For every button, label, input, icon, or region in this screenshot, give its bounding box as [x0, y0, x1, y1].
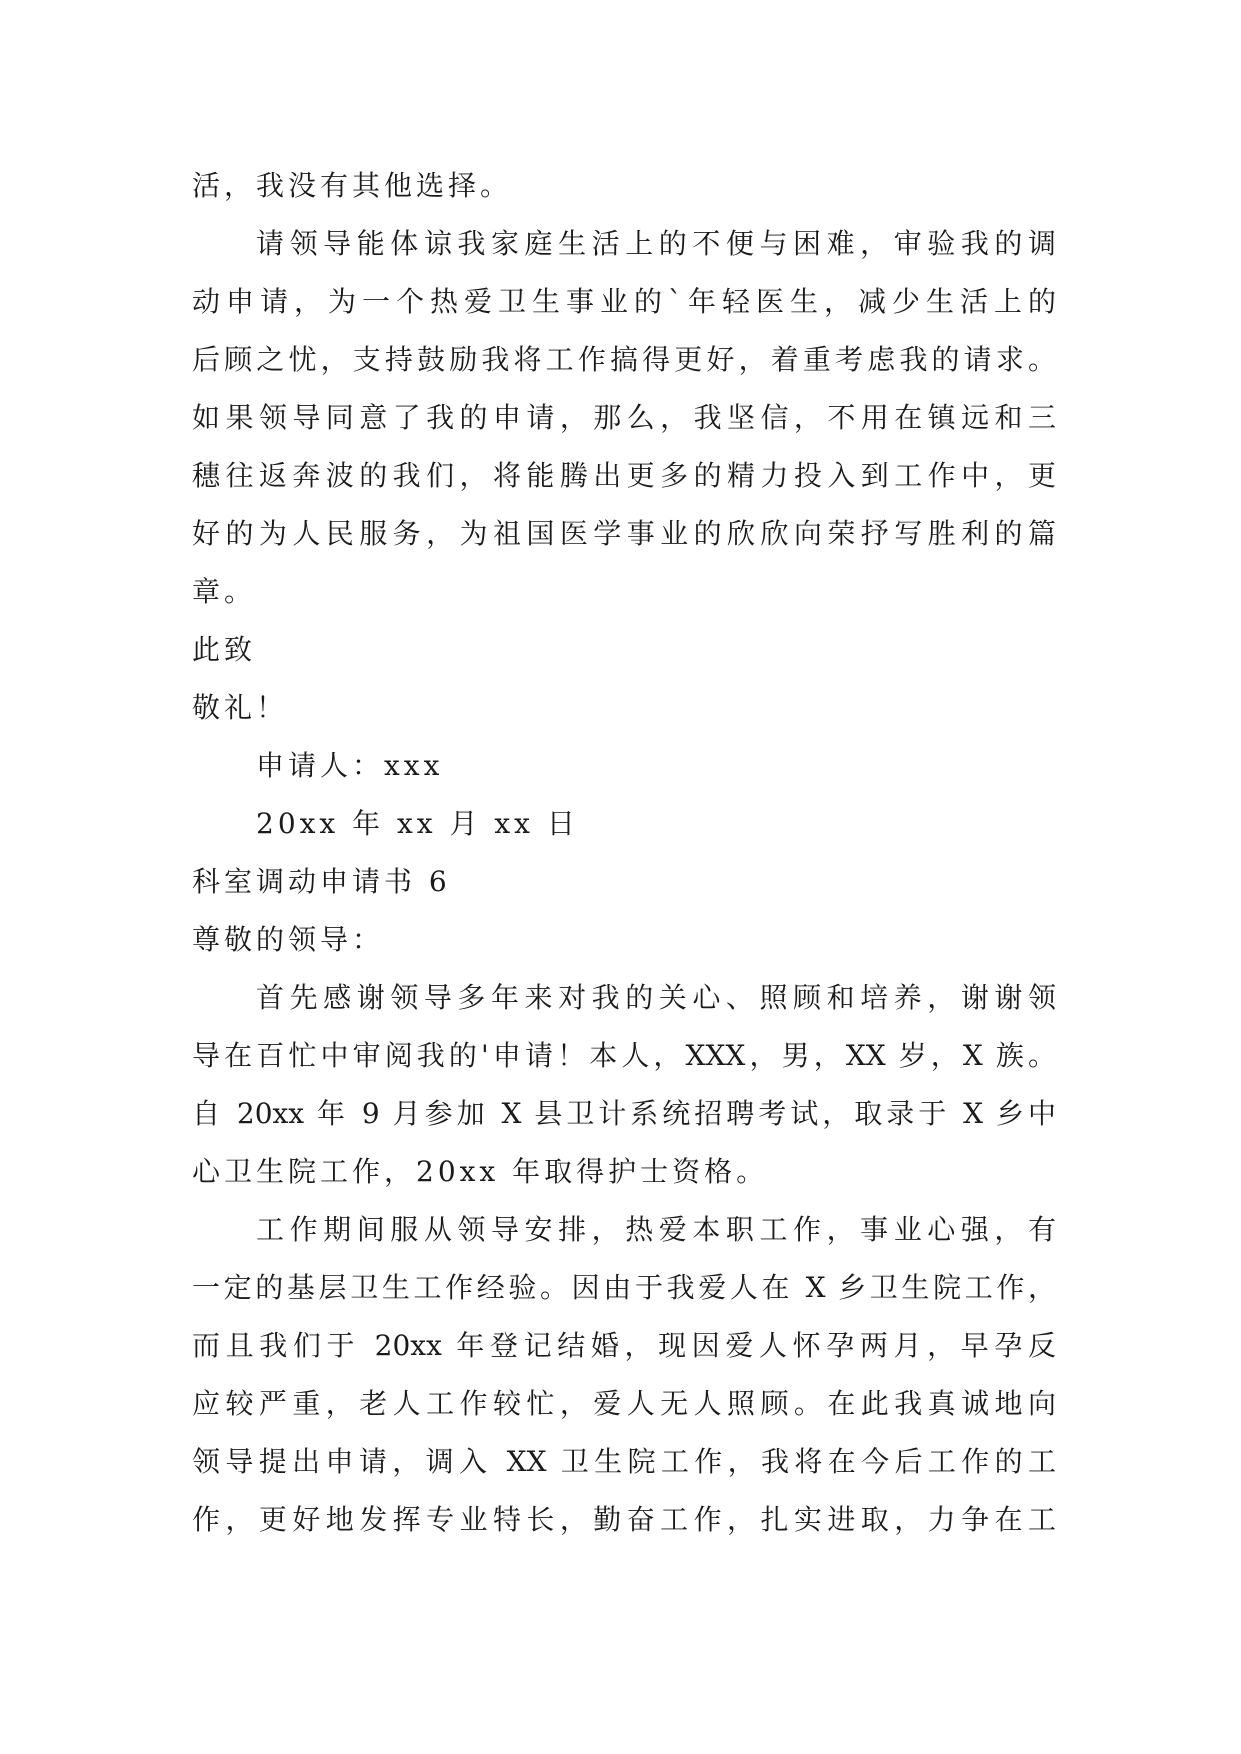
text-line: 领导提出申请，调入 XX 卫生院工作，我将在今后工作的工	[192, 1445, 1056, 1478]
text-line: 穗往返奔波的我们，将能腾出更多的精力投入到工作中，更	[192, 459, 1056, 492]
text-line: 心卫生院工作，20xx 年取得护士资格。	[192, 1155, 769, 1188]
text-line: 自 20xx 年 9 月参加 X 县卫计系统招聘考试，取录于 X 乡中	[192, 1097, 1056, 1130]
text-line: 20xx 年 xx 月 xx 日	[256, 807, 579, 840]
text-line: 敬礼！	[192, 691, 289, 724]
text-line: 此致	[192, 633, 257, 666]
text-line: 而且我们于 20xx 年登记结婚，现因爱人怀孕两月，早孕反	[192, 1329, 1056, 1362]
text-line: 作，更好地发挥专业特长，勤奋工作，扎实进取，力争在工	[192, 1503, 1056, 1536]
text-line: 工作期间服从领导安排，热爱本职工作，事业心强，有	[256, 1213, 1056, 1246]
text-line: 尊敬的领导：	[192, 923, 385, 956]
text-line: 如果领导同意了我的申请，那么，我坚信，不用在镇远和三	[192, 401, 1056, 434]
text-line: 一定的基层卫生工作经验。因由于我爱人在 X 乡卫生院工作，	[192, 1271, 1056, 1304]
text-line: 应较严重，老人工作较忙，爱人无人照顾。在此我真诚地向	[192, 1387, 1056, 1420]
text-line: 科室调动申请书 6	[192, 865, 451, 898]
text-line: 导在百忙中审阅我的'申请！本人，XXX，男，XX 岁，X 族。	[192, 1039, 1056, 1072]
text-line: 活，我没有其他选择。	[192, 169, 513, 202]
text-line: 申请人：xxx	[256, 749, 444, 782]
text-line: 后顾之忧，支持鼓励我将工作搞得更好，着重考虑我的请求。	[192, 343, 1056, 376]
text-line: 章。	[192, 575, 257, 608]
text-line: 动申请，为一个热爱卫生事业的`年轻医生，减少生活上的	[192, 285, 1056, 318]
document-body	[192, 157, 1056, 1549]
text-line: 首先感谢领导多年来对我的关心、照顾和培养，谢谢领	[256, 981, 1056, 1014]
text-line: 请领导能体谅我家庭生活上的不便与困难，审验我的调	[256, 227, 1056, 260]
text-line: 好的为人民服务，为祖国医学事业的欣欣向荣抒写胜利的篇	[192, 517, 1056, 550]
